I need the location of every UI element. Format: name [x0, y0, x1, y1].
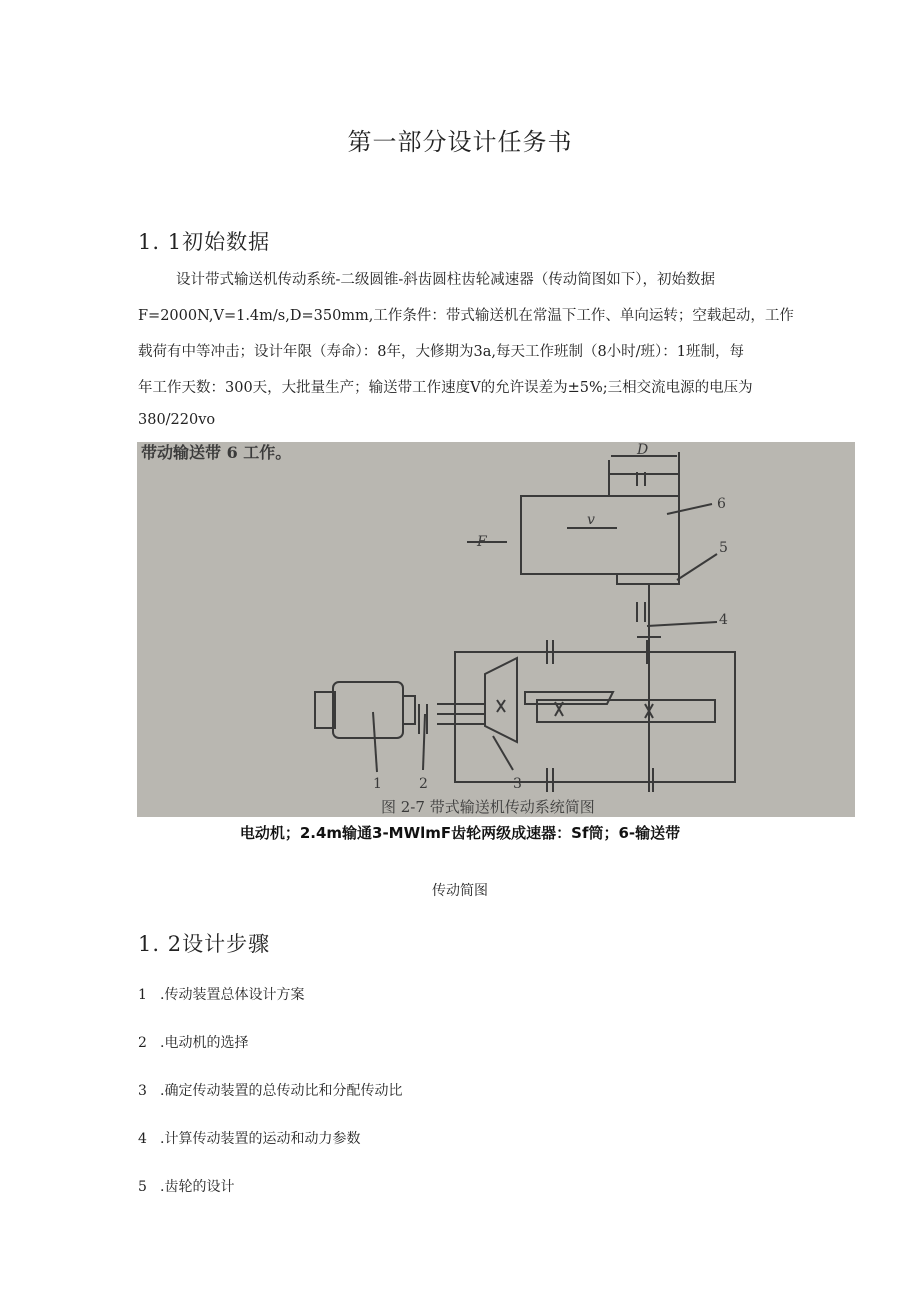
reducer-housing: [455, 652, 735, 782]
figure-legend: 电动机；2.4m输通3-MWlmF齿轮两级成速器：Sf筒；6-输送带: [239, 824, 681, 842]
step-text: .电动机的选择: [160, 1035, 249, 1051]
paragraph-line: F=2000N,V=1.4m/s,D=350mm,工作条件：带式输送机在常温下工作、单向运转；空载起动，工作: [138, 308, 794, 324]
step-text: .齿轮的设计: [160, 1179, 235, 1195]
step-text: .计算传动装置的运动和动力参数: [160, 1131, 361, 1147]
step-text: .传动装置总体设计方案: [160, 987, 305, 1003]
label-5: 5: [719, 540, 728, 556]
label-f: F: [477, 534, 487, 550]
section-title-initial-data: 1. 1初始数据: [138, 230, 271, 254]
label-1: 1: [373, 776, 382, 792]
paragraph-line: 载荷有中等冲击；设计年限（寿命）：8年，大修期为3a,每天工作班制（8小时/班）：1班制，每: [138, 344, 745, 360]
list-item: [138, 1032, 248, 1052]
list-item: [138, 984, 304, 1004]
page-title: 第一部分设计任务书: [347, 128, 573, 156]
step-number: 1: [138, 987, 147, 1003]
step-number: 3: [138, 1083, 147, 1099]
figure-inner-caption: 图 2-7 带式输送机传动系统简图: [381, 798, 595, 816]
paragraph-line: 设计带式输送机传动系统-二级圆锥-斜齿圆柱齿轮减速器（传动简图如下），初始数据: [176, 272, 716, 288]
transmission-diagram: [137, 442, 855, 817]
transmission-diagram-photo: [137, 442, 855, 817]
paragraph-line: 年工作天数：300天，大批量生产；输送带工作速度V的允许误差为±5%;三相交流电源的电压为: [138, 380, 753, 396]
label-6: 6: [717, 496, 726, 512]
label-3: 3: [513, 776, 522, 792]
list-item: [138, 1128, 360, 1148]
label-4: 4: [719, 612, 728, 628]
section-title-design-steps: 1. 2设计步骤: [138, 932, 271, 956]
label-d: D: [637, 442, 649, 458]
step-number: 4: [138, 1131, 147, 1147]
list-item: [138, 1080, 402, 1100]
figure-caption: 传动简图: [432, 883, 488, 899]
paragraph-line: 380/220vo: [138, 412, 216, 428]
figure-top-text: 带动输送带 6 工作。: [141, 443, 292, 462]
label-2: 2: [419, 776, 428, 792]
motor: [333, 682, 403, 738]
label-v: v: [587, 512, 595, 528]
conveyor-belt-box: [521, 496, 679, 574]
step-number: 5: [138, 1179, 147, 1195]
list-item: [138, 1176, 234, 1196]
step-number: 2: [138, 1035, 147, 1051]
step-text: .确定传动装置的总传动比和分配传动比: [160, 1083, 403, 1099]
